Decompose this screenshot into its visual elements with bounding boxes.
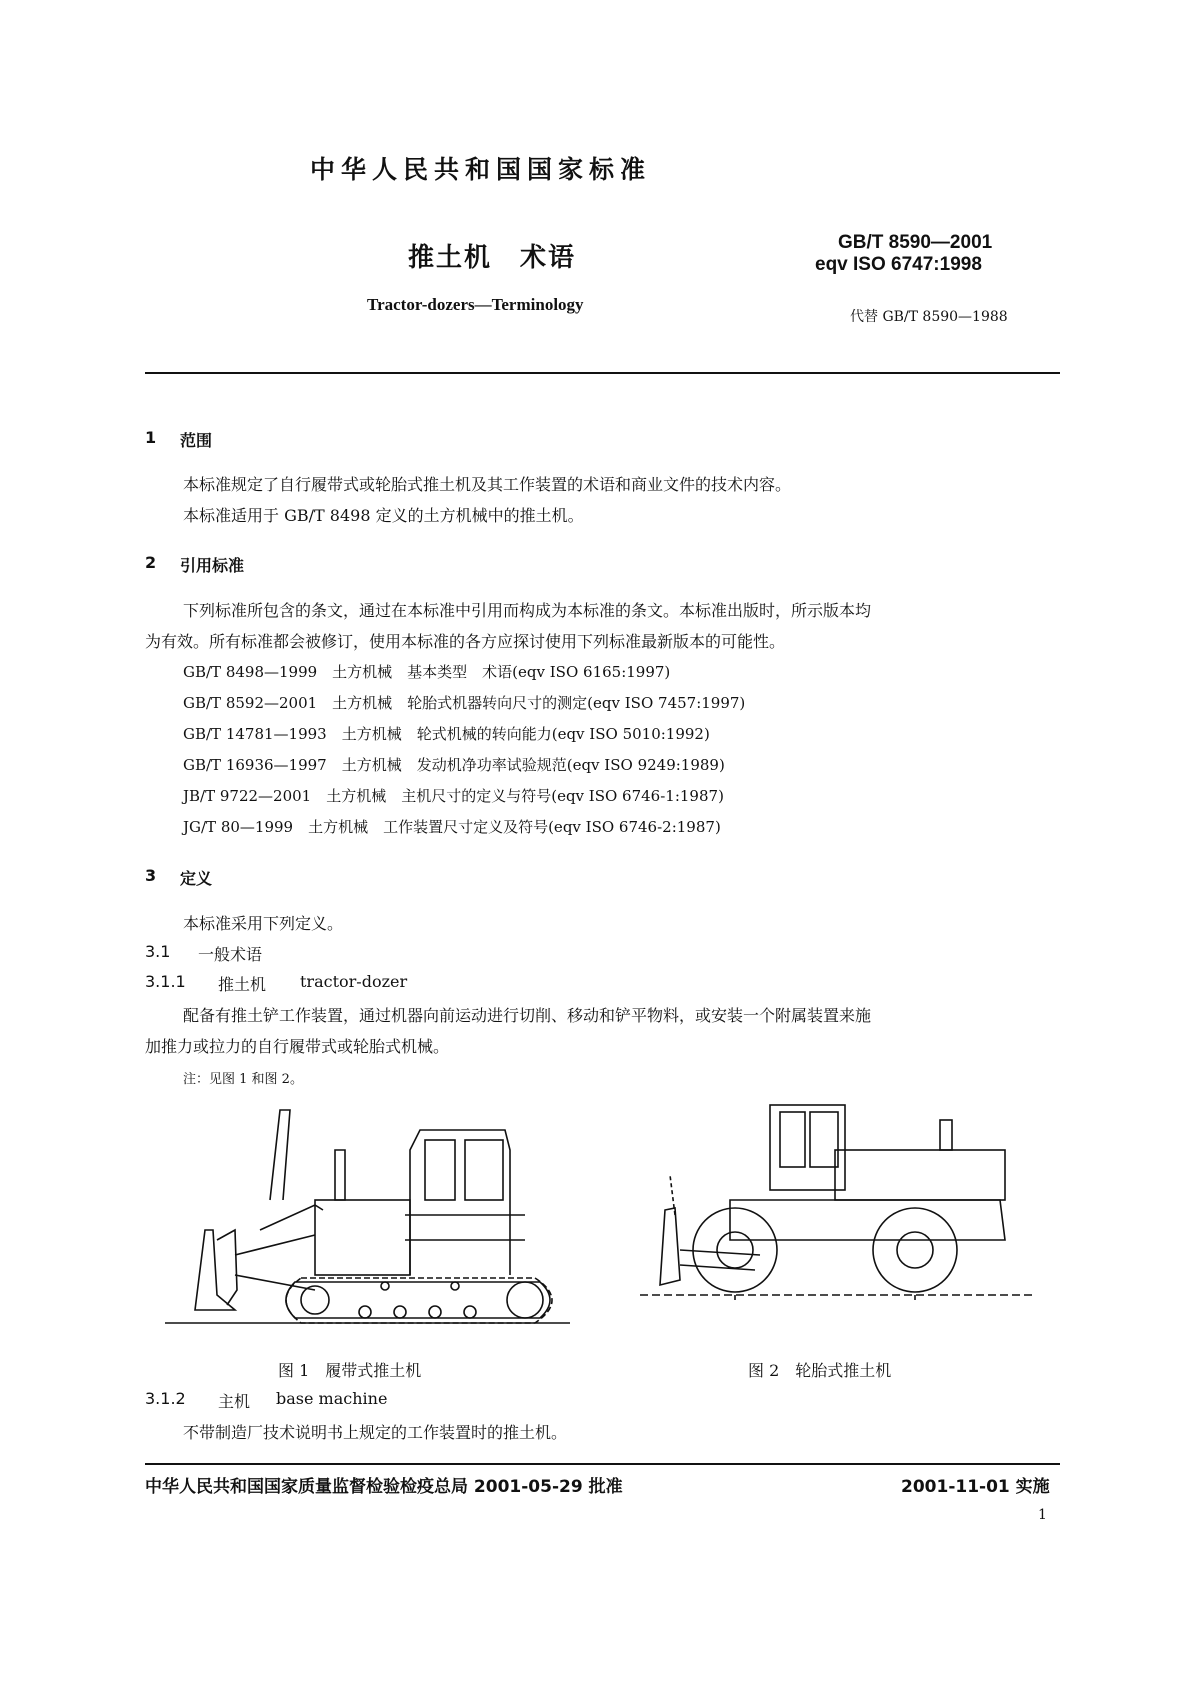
reference-item: GB/T 8498—1999 土方机械 基本类型 术语(eqv ISO 6165:1997) [183,663,671,681]
clause-3-1-number: 3.1 [145,942,171,961]
footer-divider [145,1463,1060,1465]
figure-2-caption: 图 2 轮胎式推土机 [748,1361,892,1380]
section-2-paragraph-line-2: 为有效。所有标准都会被修订，使用本标准的各方应探讨使用下列标准最新版本的可能性。 [145,632,786,651]
document-title-en: Tractor-dozers—Terminology [367,295,584,314]
equivalent-standard: eqv ISO 6747:1998 [815,254,982,275]
clause-3-1-1-term-cn: 推土机 [218,975,267,994]
header-divider [145,372,1060,374]
clause-3-1-2-term-cn: 主机 [218,1392,251,1411]
standard-code: GB/T 8590—2001 [838,232,993,253]
national-standard-heading: 中华人民共和国国家标准 [310,155,652,184]
reference-item: GB/T 14781—1993 土方机械 轮式机械的转向能力(eqv ISO 5010:1992) [183,725,710,743]
approval-statement: 中华人民共和国国家质量监督检验检疫总局 2001-05-29 批准 [145,1477,623,1497]
document-title-cn: 推土机 术语 [408,243,577,273]
reference-item: GB/T 16936—1997 土方机械 发动机净功率试验规范(eqv ISO 9249:1989) [183,756,725,774]
reference-item: JB/T 9722—2001 土方机械 主机尺寸的定义与符号(eqv ISO 6746-1:1987) [183,787,724,805]
clause-3-1-2-term-en: base machine [276,1389,388,1408]
clause-3-1-2-number: 3.1.2 [145,1389,186,1408]
clause-3-1-1-definition-line-2: 加推力或拉力的自行履带式或轮胎式机械。 [145,1037,450,1056]
clause-3-1-title: 一般术语 [198,945,263,964]
section-1-title: 范围 [180,431,213,450]
section-3-title: 定义 [180,869,213,888]
page-number: 1 [1038,1507,1047,1523]
figure-2-wheel-dozer-drawing [640,1090,1040,1300]
section-2-number: 2 [145,553,157,572]
reference-item: GB/T 8592—2001 土方机械 轮胎式机器转向尺寸的测定(eqv ISO 7457:1997) [183,694,746,712]
section-1-paragraph-2: 本标准适用于 GB/T 8498 定义的土方机械中的推土机。 [183,506,584,525]
figure-1-caption: 图 1 履带式推土机 [278,1361,422,1380]
clause-3-1-2-definition: 不带制造厂技术说明书上规定的工作装置时的推土机。 [183,1423,568,1442]
section-1-paragraph-1: 本标准规定了自行履带式或轮胎式推土机及其工作装置的术语和商业文件的技术内容。 [183,475,792,494]
clause-3-1-1-definition-line-1: 配备有推土铲工作装置，通过机器向前运动进行切削、移动和铲平物料，或安装一个附属装置来施 [183,1006,872,1025]
section-2-paragraph-line-1: 下列标准所包含的条文，通过在本标准中引用而构成为本标准的条文。本标准出版时，所示版本均 [183,601,872,620]
replaces-standard: 代替 GB/T 8590—1988 [850,309,1008,325]
section-3-number: 3 [145,866,157,885]
clause-3-1-1-number: 3.1.1 [145,972,186,991]
section-3-intro: 本标准采用下列定义。 [183,914,344,933]
reference-item: JG/T 80—1999 土方机械 工作装置尺寸定义及符号(eqv ISO 6746-2:1987) [183,818,721,836]
implementation-date: 2001-11-01 实施 [901,1477,1050,1497]
section-1-number: 1 [145,428,157,447]
clause-3-1-1-term-en: tractor-dozer [300,972,408,991]
figure-1-crawler-dozer-drawing [165,1090,575,1330]
section-2-title: 引用标准 [180,556,245,575]
figure-note: 注：见图 1 和图 2。 [183,1072,303,1087]
